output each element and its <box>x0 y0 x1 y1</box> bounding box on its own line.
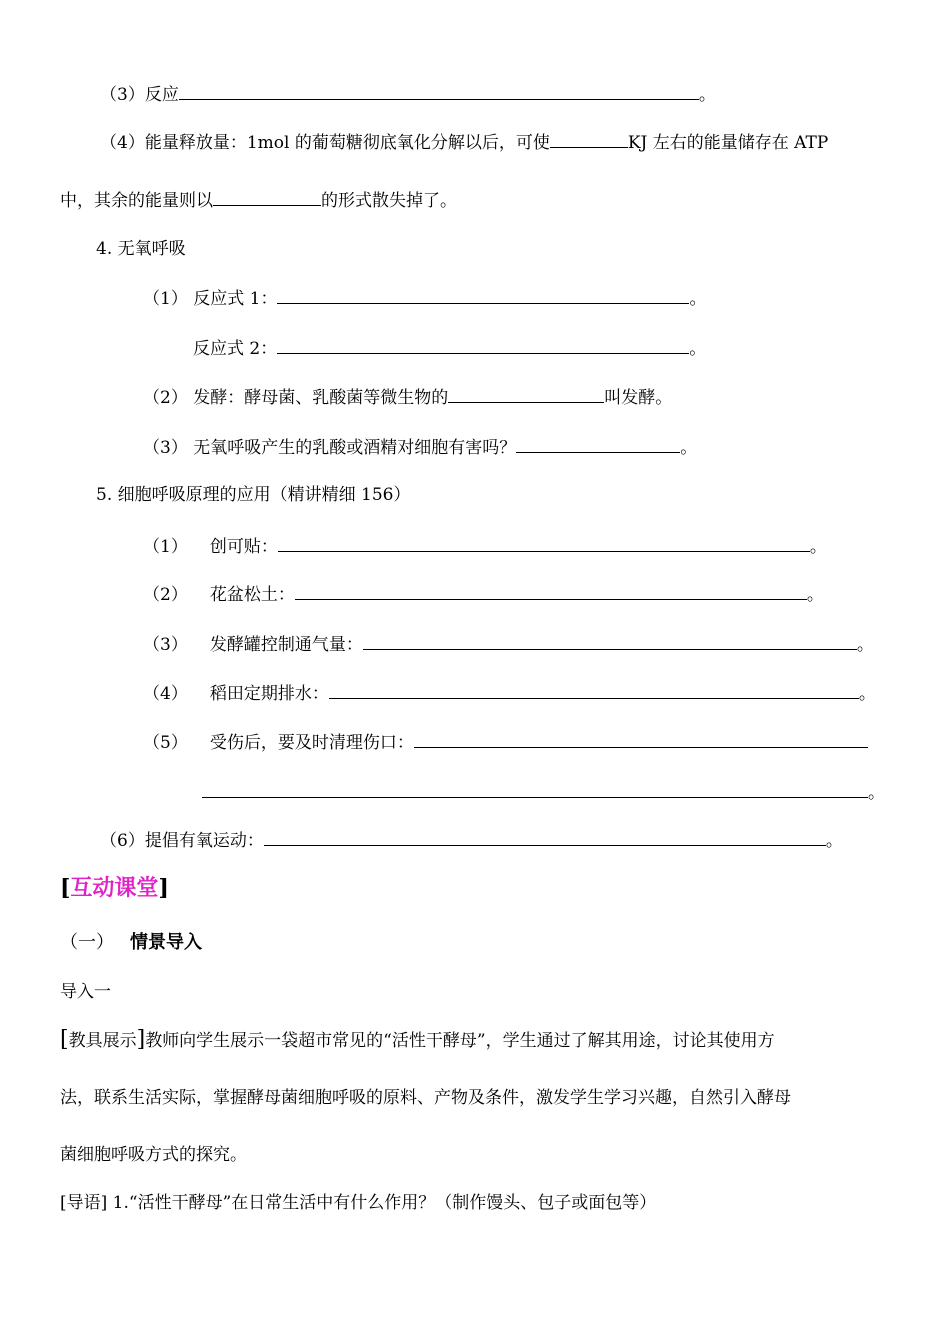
item-energy-cont <box>60 188 457 210</box>
item-number: （1） <box>143 537 188 557</box>
answer-blank[interactable] <box>277 286 689 304</box>
item-label: （1） 反应式 1： <box>143 289 278 309</box>
item-label: 受伤后，要及时清理伤口： <box>209 733 414 753</box>
item-equation-1 <box>143 286 706 308</box>
section-title-applications: 5. 细胞呼吸原理的应用（精讲精细 156） <box>96 485 411 505</box>
paragraph-line-3: 菌细胞呼吸方式的探究。 <box>60 1145 247 1165</box>
item-number: （2） <box>143 585 188 605</box>
punctuation: 。 <box>698 85 716 105</box>
item-label: 稻田定期排水： <box>209 684 329 704</box>
item-loosen-soil <box>143 582 824 604</box>
item-energy <box>100 130 828 152</box>
item-drain-paddy <box>143 681 876 703</box>
item-label: （3）反应 <box>100 85 179 105</box>
item-text: 叫发酵。 <box>604 388 673 408</box>
answer-blank[interactable] <box>213 188 321 206</box>
answer-blank[interactable] <box>277 336 689 354</box>
item-wound-cont <box>202 780 885 802</box>
heading-title: 互动课堂 <box>70 875 159 901</box>
tag-label: 教具展示 <box>68 1031 137 1051</box>
bracket: [ <box>60 1027 69 1052</box>
intro-label: 导入一 <box>60 982 111 1002</box>
paragraph-line-1 <box>60 1029 775 1051</box>
item-text: 的形式散失掉了。 <box>321 191 457 211</box>
punctuation: 。 <box>825 831 843 851</box>
subsection-heading <box>60 932 202 954</box>
item-equation-2 <box>193 336 706 358</box>
item-label: 花盆松土： <box>209 585 295 605</box>
section-heading-interactive <box>60 874 169 902</box>
item-bandage <box>143 534 827 556</box>
item-label: 反应式 2： <box>193 339 278 359</box>
item-fermentation <box>143 385 672 407</box>
subsection-title: 情景导入 <box>130 932 202 953</box>
answer-blank[interactable] <box>264 828 826 846</box>
punctuation: 。 <box>689 339 707 359</box>
answer-blank[interactable] <box>516 435 680 453</box>
section-title-anaerobic: 4. 无氧呼吸 <box>96 239 186 259</box>
item-label: （2） 发酵：酵母菌、乳酸菌等微生物的 <box>143 388 449 408</box>
answer-blank[interactable] <box>295 582 807 600</box>
answer-blank[interactable] <box>550 130 628 148</box>
guide-question: [导语] 1.“活性干酵母”在日常生活中有什么作用？（制作馒头、包子或面包等） <box>60 1193 657 1213</box>
item-text: KJ 左右的能量储存在 ATP <box>627 133 829 153</box>
paragraph-text: 教师向学生展示一袋超市常见的“活性干酵母”，学生通过了解其用途，讨论其使用方 <box>145 1031 775 1051</box>
answer-blank[interactable] <box>448 385 604 403</box>
punctuation: 。 <box>856 635 874 655</box>
item-fermenter <box>143 632 874 654</box>
paragraph-line-2: 法，联系生活实际，掌握酵母菌细胞呼吸的原料、产物及条件，激发学生学习兴趣，自然引入酵母 <box>60 1088 791 1108</box>
item-text: 中，其余的能量则以 <box>60 191 213 211</box>
item-number: （3） <box>143 635 188 655</box>
punctuation: 。 <box>858 684 876 704</box>
item-label: 发酵罐控制通气量： <box>209 635 363 655</box>
item-label: （3） 无氧呼吸产生的乳酸或酒精对细胞有害吗？ <box>143 438 517 458</box>
bracket: ] <box>136 1027 146 1052</box>
answer-blank[interactable] <box>363 632 857 650</box>
item-label: （6）提倡有氧运动： <box>100 831 264 851</box>
punctuation: 。 <box>868 783 885 803</box>
punctuation: 。 <box>806 585 824 605</box>
item-reaction <box>100 82 716 104</box>
punctuation: 。 <box>689 289 707 309</box>
bracket: [ <box>60 875 71 901</box>
answer-blank[interactable] <box>179 82 699 100</box>
answer-blank[interactable] <box>414 730 868 748</box>
answer-blank[interactable] <box>202 780 868 798</box>
item-label: （4）能量释放量：1mol 的葡萄糖彻底氧化分解以后，可使 <box>100 133 550 153</box>
item-wound <box>143 730 868 752</box>
bracket: ] <box>158 875 169 901</box>
punctuation: 。 <box>680 438 698 458</box>
item-label: 创可贴： <box>209 537 278 557</box>
punctuation: 。 <box>809 537 827 557</box>
item-number: （4） <box>143 684 188 704</box>
item-number: （5） <box>143 733 188 753</box>
answer-blank[interactable] <box>278 534 810 552</box>
item-aerobic-exercise <box>100 828 843 850</box>
subsection-number: （一） <box>60 932 114 953</box>
answer-blank[interactable] <box>329 681 859 699</box>
item-harmful <box>143 435 697 457</box>
